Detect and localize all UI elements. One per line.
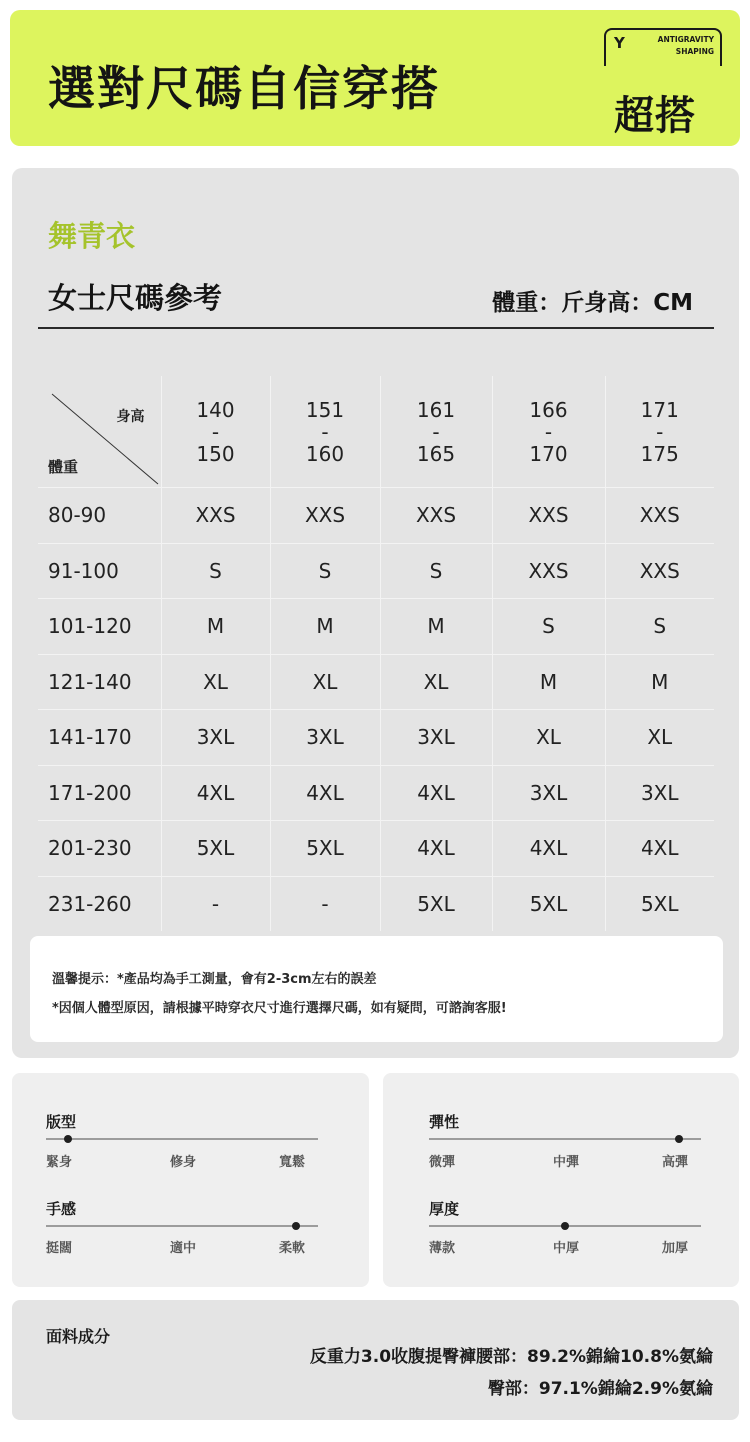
height-range-header: 166 - 170 — [492, 376, 605, 488]
thickness-scale — [429, 1225, 701, 1227]
weight-range-cell: 141-170 — [38, 710, 161, 766]
size-cell: XXS — [492, 488, 605, 544]
table-header-row — [38, 376, 714, 488]
elasticity-option: 微彈 — [429, 1155, 456, 1170]
size-cell: 5XL — [605, 876, 714, 931]
fit-indicator — [64, 1135, 72, 1143]
weight-range-cell: 121-140 — [38, 654, 161, 710]
size-cell: XXS — [492, 543, 605, 599]
size-cell: XXS — [605, 488, 714, 544]
size-cell: 5XL — [380, 876, 492, 931]
size-cell: - — [270, 876, 380, 931]
size-cell: 3XL — [270, 710, 380, 766]
thickness-option: 中厚 — [553, 1241, 580, 1256]
size-cell: M — [161, 599, 270, 655]
table-row — [38, 876, 714, 931]
feel-indicator — [292, 1222, 300, 1230]
weight-range-cell: 201-230 — [38, 821, 161, 877]
header-title: 選對尺碼自信穿搭 — [48, 62, 440, 117]
size-cell: 4XL — [380, 765, 492, 821]
feel-title: 手感 — [46, 1200, 77, 1218]
brand-english-line1: ANTIGRAVITY — [657, 35, 714, 44]
size-cell: XXS — [380, 488, 492, 544]
elasticity-option: 中彈 — [553, 1155, 580, 1170]
fit-option: 緊身 — [46, 1155, 73, 1170]
size-cell: M — [492, 654, 605, 710]
weight-range-cell: 171-200 — [38, 765, 161, 821]
brand-english-name — [638, 34, 714, 58]
attribute-card-left — [12, 1073, 369, 1287]
weight-range-cell: 231-260 — [48, 891, 132, 916]
thickness-title: 厚度 — [429, 1200, 460, 1218]
weight-range-cell: 91-100 — [38, 543, 161, 599]
table-row — [38, 765, 714, 821]
size-cell: 3XL — [492, 765, 605, 821]
corner-cell — [38, 376, 161, 488]
thickness-indicator — [561, 1222, 569, 1230]
size-cell: XL — [161, 654, 270, 710]
height-range-header: 161 - 165 — [380, 376, 492, 488]
size-cell: XL — [492, 710, 605, 766]
height-range-header: 171 - 175 — [605, 376, 714, 488]
size-cell: M — [605, 654, 714, 710]
size-cell: 4XL — [380, 821, 492, 877]
elasticity-scale — [429, 1138, 701, 1140]
feel-option: 適中 — [170, 1241, 197, 1256]
corner-height-label: 身高 — [116, 409, 145, 425]
elasticity-indicator — [675, 1135, 683, 1143]
brand-logo-icon: Y — [614, 34, 625, 52]
table-row — [38, 654, 714, 710]
table-row — [38, 599, 714, 655]
notice-box — [30, 936, 723, 1042]
size-cell: 5XL — [161, 821, 270, 877]
height-range-header: 140 - 150 — [161, 376, 270, 488]
size-cell: 4XL — [161, 765, 270, 821]
thickness-option: 加厚 — [662, 1241, 689, 1256]
units-label: 體重：斤身高：CM — [492, 290, 693, 316]
size-cell: S — [380, 543, 492, 599]
weight-range-cell: 80-90 — [38, 488, 161, 544]
notice-line: 溫馨提示：*產品均為手工測量，會有2-3cm左右的誤差 — [52, 972, 377, 987]
title-divider — [38, 327, 714, 329]
feel-option: 挺闊 — [46, 1241, 73, 1256]
attribute-card-right — [383, 1073, 739, 1287]
size-cell: XXS — [161, 488, 270, 544]
size-cell: - — [161, 876, 270, 931]
fabric-title: 面料成分 — [46, 1327, 111, 1346]
corner-weight-label: 體重 — [48, 458, 79, 476]
size-cell: M — [380, 599, 492, 655]
table-row — [38, 543, 714, 599]
size-cell: S — [270, 543, 380, 599]
brand-english-line2: SHAPING — [675, 47, 714, 56]
fit-option: 寬鬆 — [279, 1155, 306, 1170]
feel-option: 柔軟 — [279, 1241, 306, 1256]
height-range-header: 151 - 160 — [270, 376, 380, 488]
size-cell: S — [492, 599, 605, 655]
size-chart-card — [12, 168, 739, 1058]
elasticity-title: 彈性 — [429, 1113, 460, 1131]
size-cell: M — [270, 599, 380, 655]
size-cell: XL — [270, 654, 380, 710]
size-cell: 3XL — [605, 765, 714, 821]
table-row — [38, 710, 714, 766]
size-cell: XXS — [605, 543, 714, 599]
size-cell: XXS — [270, 488, 380, 544]
size-cell: 3XL — [161, 710, 270, 766]
notice-line: *因個人體型原因，請根據平時穿衣尺寸進行選擇尺碼，如有疑問，可諮詢客服! — [52, 1001, 507, 1016]
table-row — [38, 488, 714, 544]
size-cell: 4XL — [492, 821, 605, 877]
size-chart-title: 女士尺碼參考 — [48, 281, 223, 315]
table-row — [38, 821, 714, 877]
size-cell: XL — [605, 710, 714, 766]
fabric-card — [12, 1300, 739, 1420]
fit-scale — [46, 1138, 318, 1140]
elasticity-option: 高彈 — [662, 1155, 689, 1170]
size-cell: S — [605, 599, 714, 655]
thickness-option: 薄款 — [429, 1241, 456, 1256]
size-cell: 4XL — [270, 765, 380, 821]
brand-chinese-name: 超搭 — [614, 93, 696, 139]
size-table — [38, 376, 714, 931]
fabric-waist-composition: 反重力3.0收腹提臀褲腰部：89.2%錦綸10.8%氨綸 — [309, 1347, 713, 1367]
fabric-hip-composition: 臀部：97.1%錦綸2.9%氨綸 — [487, 1379, 713, 1399]
feel-scale — [46, 1225, 318, 1227]
brand-logo — [604, 28, 722, 66]
size-cell: 5XL — [270, 821, 380, 877]
fit-option: 修身 — [170, 1155, 197, 1170]
size-cell: 5XL — [492, 876, 605, 931]
size-cell: 3XL — [380, 710, 492, 766]
size-cell: 4XL — [605, 821, 714, 877]
weight-range-cell: 101-120 — [38, 599, 161, 655]
header-banner — [10, 10, 740, 146]
size-cell: XL — [380, 654, 492, 710]
fit-title: 版型 — [46, 1113, 77, 1131]
size-cell: S — [161, 543, 270, 599]
product-brand: 舞青衣 — [48, 219, 136, 253]
